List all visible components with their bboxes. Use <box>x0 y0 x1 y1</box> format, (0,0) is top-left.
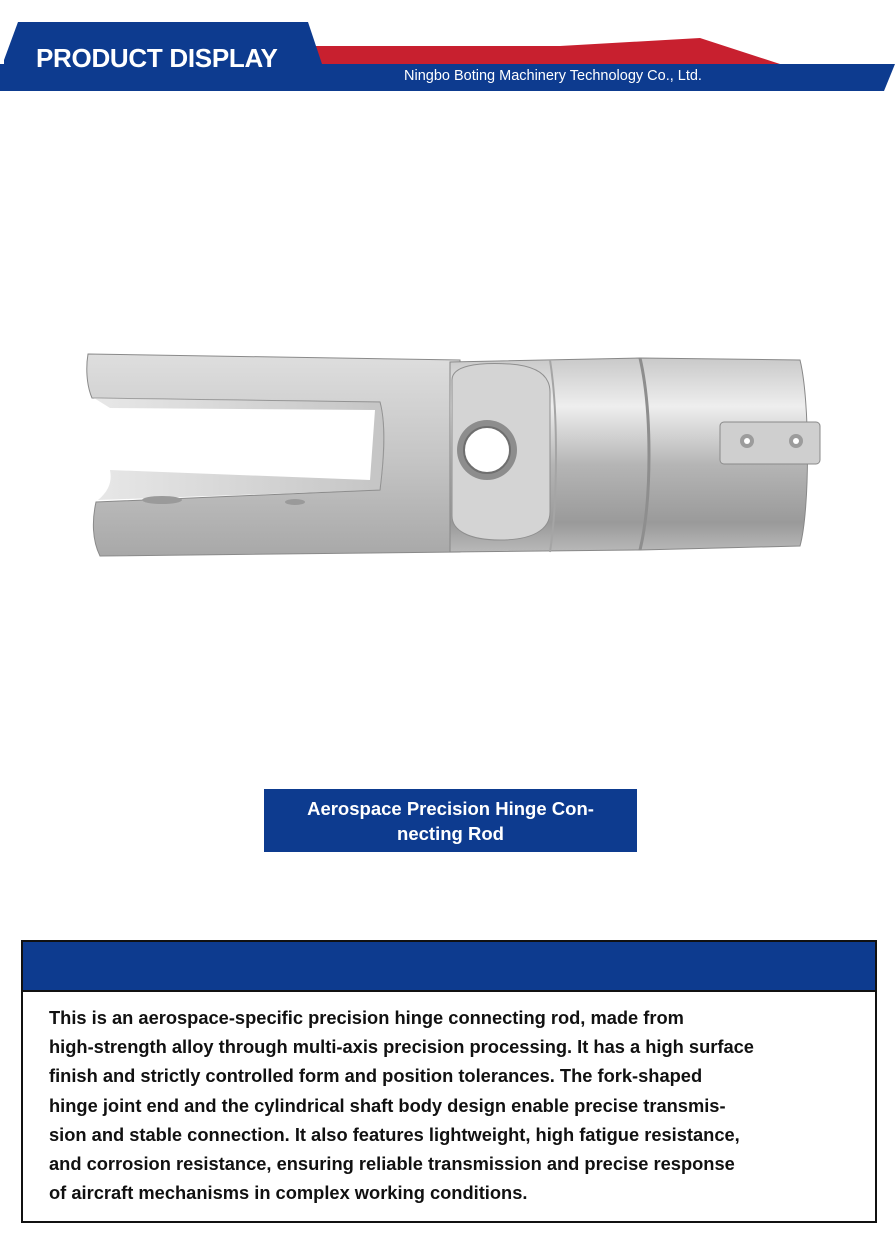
caption-line: necting Rod <box>397 823 504 844</box>
description-line: and corrosion resistance, ensuring reliable transmission and precise response <box>49 1153 735 1175</box>
description-line: hinge joint end and the cylindrical shaft body design enable precise transmis- <box>49 1094 726 1116</box>
description-line: This is an aerospace-specific precision hinge connecting rod, made from <box>49 1007 684 1028</box>
page-title: PRODUCT DISPLAY <box>36 43 278 73</box>
product-caption <box>264 789 637 852</box>
company-name: Ningbo Boting Machinery Technology Co., Ltd. <box>404 68 702 84</box>
description-line: of aircraft mechanisms in complex working conditions. <box>49 1182 528 1204</box>
description-line: finish and strictly controlled form and position tolerances. The fork-shaped <box>49 1065 703 1087</box>
description-header-bar <box>23 942 875 992</box>
description-line: sion and stable connection. It also features lightweight, high fatigue resistance, <box>49 1123 740 1145</box>
description-panel <box>21 940 877 1223</box>
header-banner <box>0 0 895 100</box>
product-photo <box>80 340 830 570</box>
caption-line: Aerospace Precision Hinge Con- <box>307 798 594 819</box>
description-line: high-strength alloy through multi-axis precision processing. It has a high surface <box>49 1036 754 1058</box>
hinge-connecting-rod-photo <box>80 340 830 570</box>
description-text <box>23 992 875 1207</box>
